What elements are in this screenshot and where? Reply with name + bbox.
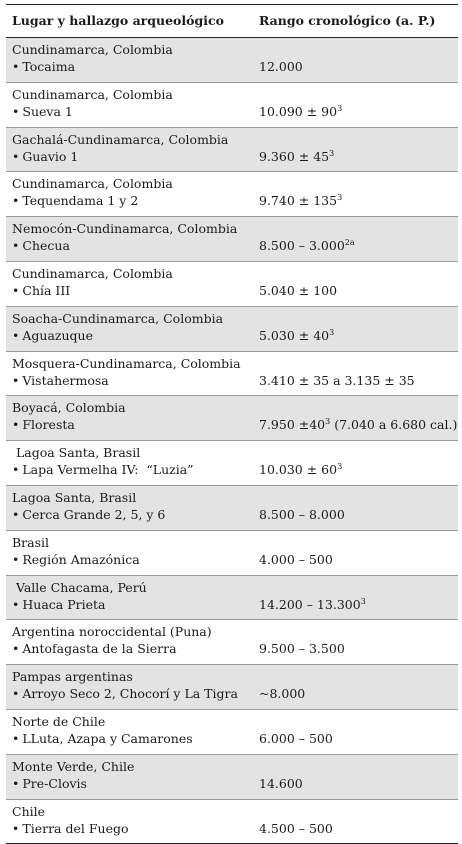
range-value: 9.500 – 3.500 <box>259 641 345 657</box>
table-row <box>6 307 458 352</box>
site-name: Tequendama 1 y 2 <box>22 193 139 209</box>
table-row <box>6 531 458 576</box>
site-cell <box>12 193 138 208</box>
range-cell <box>259 731 333 746</box>
site-name: Checua <box>22 238 70 254</box>
range-footnote: 3 <box>337 193 343 203</box>
site-cell <box>12 328 93 343</box>
range-value: 4.000 – 500 <box>259 551 333 567</box>
site-name: Sueva 1 <box>22 103 73 119</box>
bullet-icon: • <box>12 327 20 343</box>
site-cell <box>12 283 70 298</box>
range-cell <box>259 597 366 612</box>
range-cell <box>259 821 333 836</box>
table-row <box>6 755 458 800</box>
bullet-icon: • <box>12 372 20 388</box>
bullet-icon: • <box>12 59 20 74</box>
range-value: 3.410 ± 35 a 3.135 ± 35 <box>259 372 415 388</box>
range-footnote: 3 <box>337 103 343 113</box>
range-cell <box>259 686 305 701</box>
location-cell: Cundinamarca, Colombia <box>12 86 173 102</box>
bullet-icon: • <box>12 193 20 209</box>
bullet-icon: • <box>12 596 20 612</box>
range-footnote: 2a <box>344 238 355 248</box>
bullet-icon: • <box>12 462 20 478</box>
header-location-column: Lugar y hallazgo arqueológico <box>12 13 224 28</box>
bullet-icon: • <box>12 148 20 164</box>
location-cell: Cundinamarca, Colombia <box>12 42 173 57</box>
site-cell <box>12 641 177 656</box>
location-cell: Cundinamarca, Colombia <box>12 176 173 192</box>
range-value: 9.360 ± 45 <box>259 148 330 164</box>
bullet-icon: • <box>12 417 20 433</box>
location-cell: Pampas argentinas <box>12 669 133 685</box>
site-name: Vistahermosa <box>22 372 109 388</box>
location-cell: Gachalá-Cundinamarca, Colombia <box>12 131 229 147</box>
site-name: Tocaima <box>22 59 76 74</box>
site-name: Floresta <box>22 417 75 433</box>
range-value: 10.030 ± 60 <box>259 462 338 478</box>
site-cell <box>12 104 73 119</box>
range-cell <box>259 552 333 567</box>
table-row <box>6 396 458 441</box>
range-footnote: 3 <box>337 462 343 472</box>
bullet-icon: • <box>12 775 20 791</box>
range-cell <box>259 462 342 477</box>
range-cell <box>259 149 334 164</box>
range-cell <box>259 328 334 343</box>
site-name: Cerca Grande 2, 5, y 6 <box>22 506 166 522</box>
table-row <box>6 576 458 621</box>
site-name: Guavio 1 <box>22 148 79 164</box>
range-value: 14.600 <box>259 775 303 791</box>
location-cell: Norte de Chile <box>12 713 106 729</box>
site-cell <box>12 462 194 477</box>
site-cell <box>12 597 105 612</box>
site-cell <box>12 686 238 701</box>
bullet-icon: • <box>12 686 20 702</box>
site-cell <box>12 776 87 791</box>
range-footnote: 3 <box>329 327 335 337</box>
range-value: 8.500 – 3.000 <box>259 238 345 254</box>
range-value: 5.040 ± 100 <box>259 282 338 298</box>
table-row <box>6 800 458 844</box>
site-name: Aguazuque <box>22 327 93 343</box>
range-value: 4.500 – 500 <box>259 820 333 836</box>
bullet-icon: • <box>12 730 20 746</box>
table-header <box>6 4 458 38</box>
location-cell: Chile <box>12 803 46 819</box>
site-name: Región Amazónica <box>22 551 140 567</box>
site-name: Pre-Clovis <box>22 775 87 791</box>
location-cell: Cundinamarca, Colombia <box>12 265 173 281</box>
table-row <box>6 83 458 128</box>
range-cell <box>259 238 355 253</box>
range-cell <box>259 283 337 298</box>
range-calibrated: (7.040 a 6.680 cal.) <box>330 417 458 433</box>
site-cell <box>12 149 78 164</box>
site-cell <box>12 552 140 567</box>
location-cell: Soacha-Cundinamarca, Colombia <box>12 310 224 326</box>
range-value: 9.740 ± 135 <box>259 193 338 209</box>
site-cell <box>12 507 165 522</box>
location-cell: Mosquera-Cundinamarca, Colombia <box>12 355 241 371</box>
location-cell: Brasil <box>12 534 50 550</box>
site-cell <box>12 417 75 432</box>
site-cell <box>12 731 193 746</box>
bullet-icon: • <box>12 282 20 298</box>
range-value: 5.030 ± 40 <box>259 327 330 343</box>
site-name: Arroyo Seco 2, Chocorí y La Tigra <box>22 686 238 702</box>
table-row <box>6 486 458 531</box>
location-cell: Lagoa Santa, Brasil <box>12 489 137 505</box>
range-value: 8.500 – 8.000 <box>259 506 345 522</box>
location-cell: Lagoa Santa, Brasil <box>12 445 141 461</box>
location-cell: Nemocón-Cundinamarca, Colombia <box>12 221 238 237</box>
site-name: Antofagasta de la Sierra <box>22 641 177 657</box>
header-range-column: Rango cronológico (a. P.) <box>259 13 436 28</box>
location-cell: Valle Chacama, Perú <box>12 579 147 595</box>
range-footnote: 3 <box>360 596 366 606</box>
range-value: ~8.000 <box>259 686 306 702</box>
table-row <box>6 620 458 665</box>
site-name: Huaca Prieta <box>22 596 106 612</box>
range-value: 14.200 – 13.300 <box>259 596 361 612</box>
site-cell <box>12 59 75 74</box>
table-row <box>6 352 458 397</box>
range-value: 7.950 ±40 <box>259 417 326 433</box>
site-name: Lapa Vermelha IV: “Luzia” <box>22 462 194 478</box>
range-cell <box>259 373 415 388</box>
range-footnote: 3 <box>325 417 331 427</box>
location-cell: Argentina noroccidental (Puna) <box>12 624 212 640</box>
location-cell: Boyacá, Colombia <box>12 400 126 416</box>
range-value: 12.000 <box>259 59 303 74</box>
bullet-icon: • <box>12 820 20 836</box>
range-cell <box>259 507 345 522</box>
bullet-icon: • <box>12 238 20 254</box>
table-row <box>6 128 458 173</box>
table-row <box>6 38 458 83</box>
range-cell <box>259 776 303 791</box>
bullet-icon: • <box>12 641 20 657</box>
site-cell <box>12 373 109 388</box>
chronology-table <box>6 4 458 844</box>
bullet-icon: • <box>12 103 20 119</box>
range-cell <box>259 59 303 74</box>
range-footnote: 3 <box>329 148 335 158</box>
table-row <box>6 262 458 307</box>
table-body <box>6 38 458 844</box>
table-row <box>6 665 458 710</box>
range-cell <box>259 417 457 432</box>
table-row <box>6 710 458 755</box>
site-name: LLuta, Azapa y Camarones <box>22 730 193 746</box>
location-cell: Monte Verde, Chile <box>12 758 135 774</box>
bullet-icon: • <box>12 551 20 567</box>
range-cell <box>259 104 342 119</box>
table-row <box>6 172 458 217</box>
site-cell <box>12 821 129 836</box>
site-name: Tierra del Fuego <box>22 820 129 836</box>
range-value: 6.000 – 500 <box>259 730 333 746</box>
site-name: Chía III <box>22 282 71 298</box>
range-cell <box>259 193 342 208</box>
bullet-icon: • <box>12 506 20 522</box>
range-cell <box>259 641 345 656</box>
site-cell <box>12 238 70 253</box>
range-value: 10.090 ± 90 <box>259 103 338 119</box>
table-row <box>6 217 458 262</box>
table-row <box>6 441 458 486</box>
